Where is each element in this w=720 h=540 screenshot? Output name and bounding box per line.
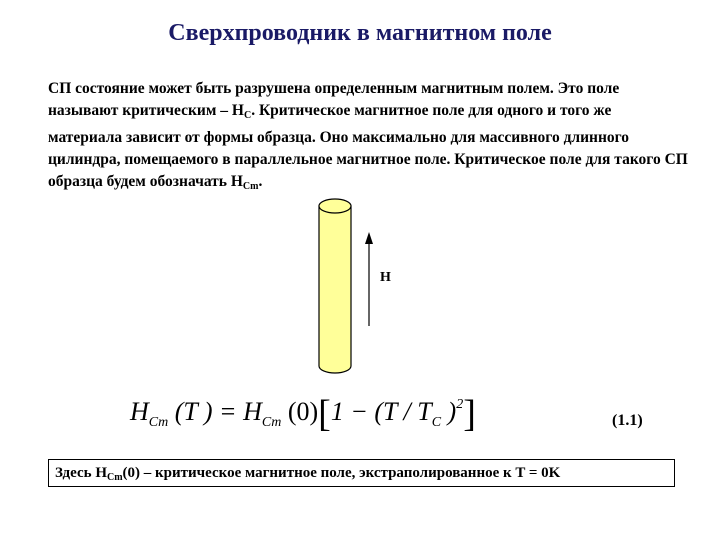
- formula-bracket-open: [: [318, 393, 331, 435]
- note-subscript: Cm: [106, 472, 123, 483]
- formula-inner-subscript: C: [431, 415, 442, 430]
- formula-lhs-argument: (T ) =: [168, 397, 244, 426]
- paragraph-text-3: .: [258, 173, 263, 190]
- paragraph-text-1: СП состояние может быть разрушена определенным магнитным полем. Это поле называют критическим – H: [48, 80, 620, 119]
- formula-1-1: [130, 392, 476, 436]
- formula-lhs-subscript: Cm: [148, 415, 169, 430]
- formula-inner-1: 1 − (T / T: [330, 397, 432, 426]
- paragraph-subscript-cm: Cm: [242, 181, 259, 192]
- paragraph-text-2: . Критическое магнитное поле для одного и того же материала зависит от формы образца. Оно максимально для массивного длинного цилиндра, помещаемого в параллельное магнитное поле. Критическое поле для такого СП образца будем обозначать H: [48, 102, 688, 190]
- note-text-1: Здесь H: [55, 465, 107, 481]
- formula-exponent: 2: [456, 397, 464, 412]
- formula-bracket-close: ]: [463, 393, 476, 435]
- formula-inner-2: ): [441, 397, 457, 426]
- formula-rhs-subscript: Cm: [261, 415, 282, 430]
- note-box: [48, 459, 675, 487]
- field-arrow: [365, 232, 373, 326]
- note-text-2: (0) – критическое магнитное поле, экстраполированное к T = 0K: [122, 465, 561, 481]
- paragraph-subscript-c: C: [243, 110, 252, 121]
- formula-lhs-symbol: H: [130, 397, 149, 426]
- formula-rhs-argument: (0): [281, 397, 319, 426]
- equation-number: (1.1): [612, 412, 643, 429]
- slide-title: Сверхпроводник в магнитном поле: [168, 20, 552, 46]
- field-label: H: [380, 270, 391, 285]
- formula-rhs-symbol: H: [243, 397, 262, 426]
- cylinder-body: [319, 199, 351, 373]
